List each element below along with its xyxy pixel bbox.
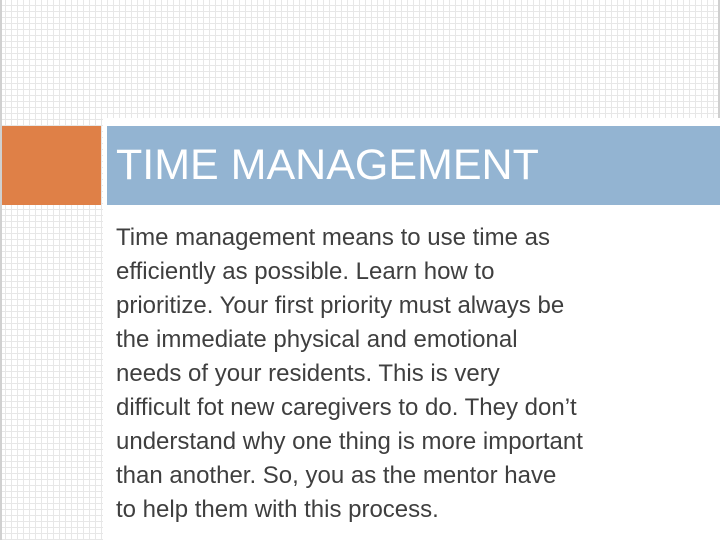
slide-body-text: Time management means to use time as efficiently as possible. Learn how to prioritize. Your first priority must always be the immediate physical and emotional needs of your residents. This is very difficult fot new caregivers to do. They don’t understand why one thing is more important than another. So, you as the mentor have to help them with this process. — [116, 224, 583, 523]
accent-block — [2, 126, 101, 205]
frame-border-left — [0, 0, 2, 540]
slide-title: TIME MANAGEMENT — [116, 141, 539, 189]
